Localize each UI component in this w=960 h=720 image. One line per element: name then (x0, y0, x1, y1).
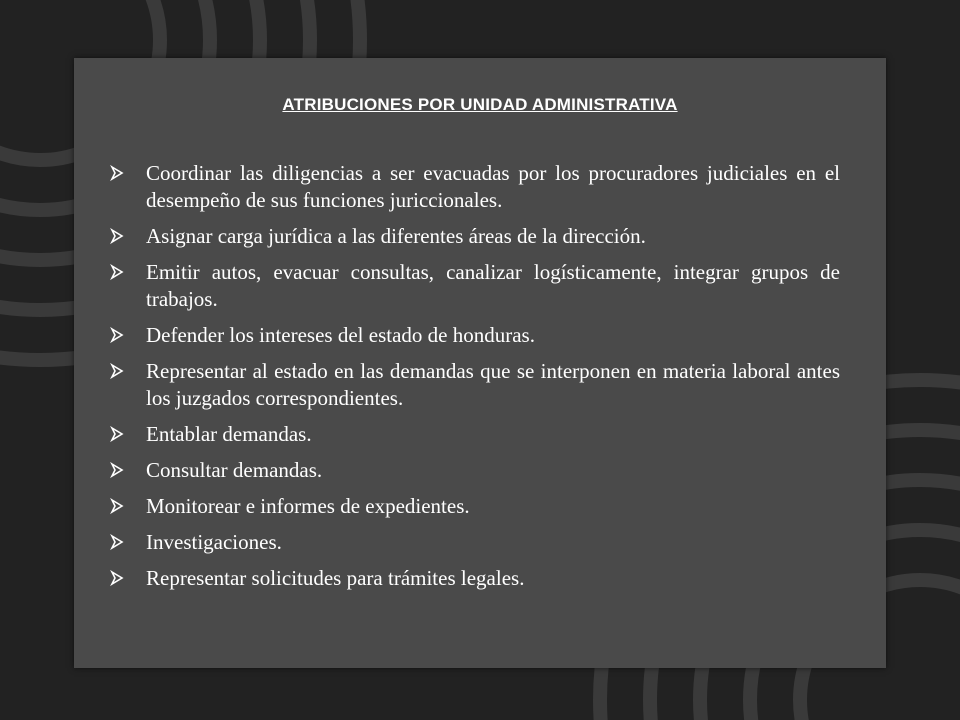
arrow-head-bullet-icon (110, 326, 124, 344)
bullet-list (110, 160, 840, 601)
arrow-head-bullet-icon (110, 227, 124, 245)
list-item-text: Asignar carga jurídica a las diferentes áreas de la dirección. (146, 224, 646, 248)
arrow-head-bullet-icon (110, 425, 124, 443)
list-item-text: Representar al estado en las demandas que se interponen en materia laboral antes los juzgados correspondientes. (146, 359, 840, 410)
list-item (110, 259, 840, 313)
list-item (110, 565, 840, 592)
list-item-text: Coordinar las diligencias a ser evacuadas por los procuradores judiciales en el desempeño de sus funciones juriccionales. (146, 161, 840, 212)
list-item (110, 421, 840, 448)
list-item-text: Emitir autos, evacuar consultas, canalizar logísticamente, integrar grupos de trabajos. (146, 260, 840, 311)
list-item (110, 457, 840, 484)
list-item (110, 529, 840, 556)
arrow-head-bullet-icon (110, 362, 124, 380)
arrow-head-bullet-icon (110, 569, 124, 587)
list-item-text: Defender los intereses del estado de honduras. (146, 323, 535, 347)
list-item (110, 493, 840, 520)
arrow-head-bullet-icon (110, 533, 124, 551)
arrow-head-bullet-icon (110, 461, 124, 479)
arrow-head-bullet-icon (110, 164, 124, 182)
arrow-head-bullet-icon (110, 497, 124, 515)
slide-title: ATRIBUCIONES POR UNIDAD ADMINISTRATIVA (282, 95, 678, 114)
list-item (110, 223, 840, 250)
arrow-head-bullet-icon (110, 263, 124, 281)
list-item-text: Representar solicitudes para trámites legales. (146, 566, 525, 590)
list-item (110, 358, 840, 412)
list-item (110, 160, 840, 214)
list-item-text: Entablar demandas. (146, 422, 312, 446)
list-item (110, 322, 840, 349)
list-item-text: Investigaciones. (146, 530, 282, 554)
list-item-text: Consultar demandas. (146, 458, 323, 482)
list-item-text: Monitorear e informes de expedientes. (146, 494, 470, 518)
